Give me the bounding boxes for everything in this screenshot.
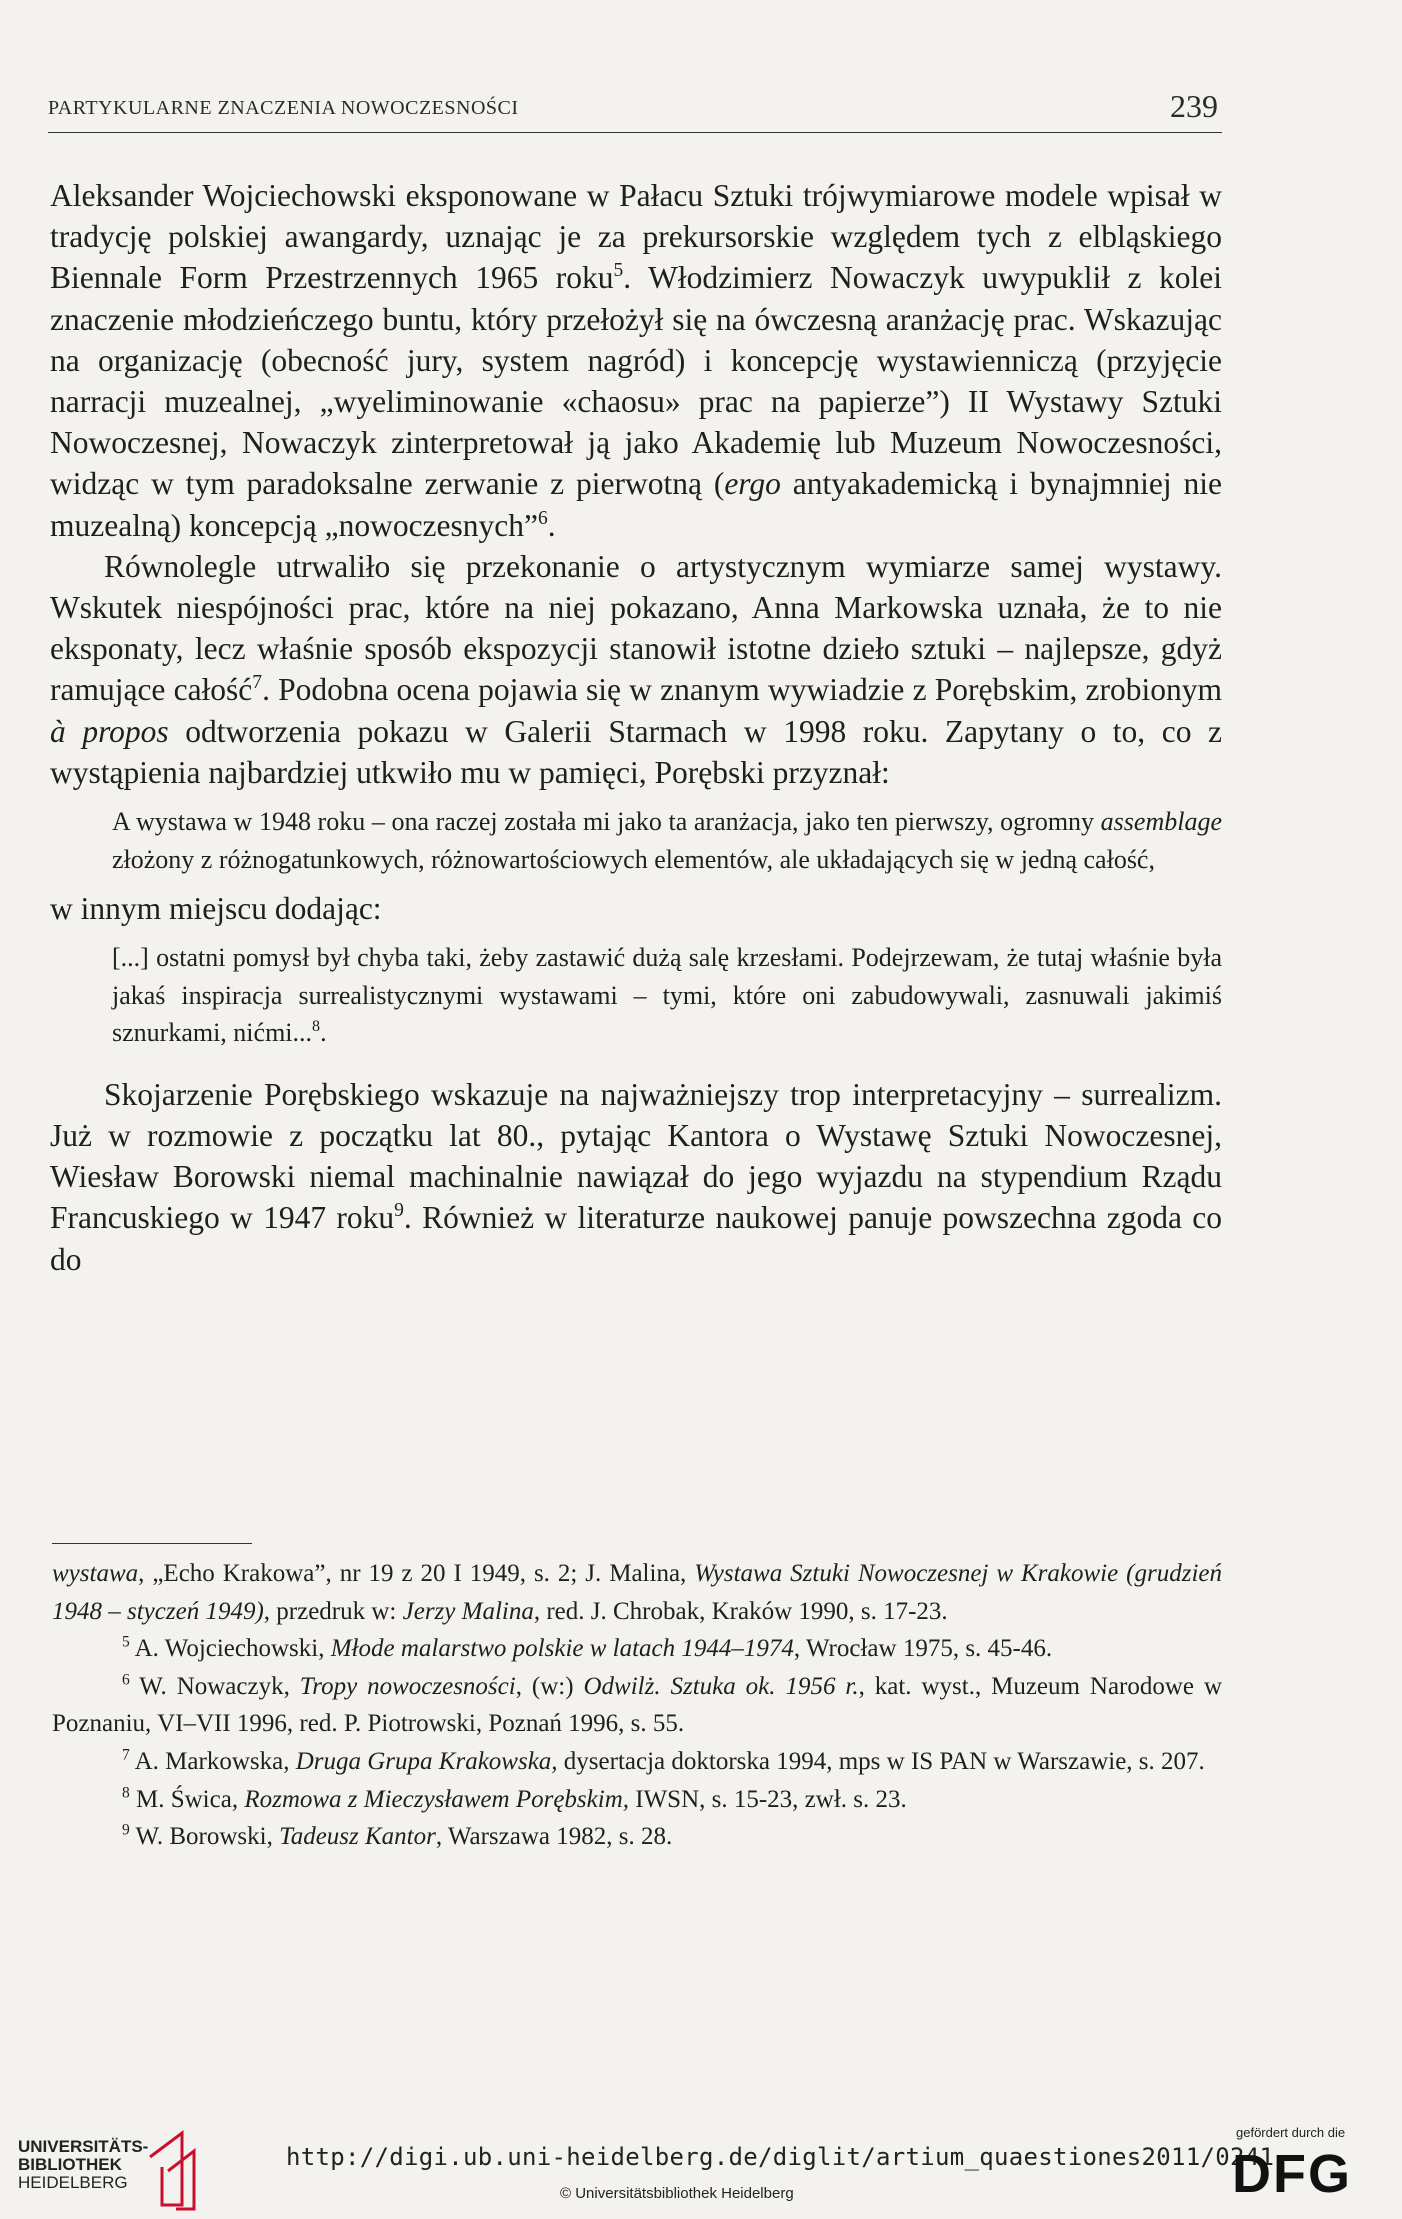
text-run: , przedruk w:	[263, 1597, 403, 1625]
library-name-line: HEIDELBERG	[18, 2173, 128, 2192]
italic-term: Młode malarstwo polskie w latach 1944–1974	[330, 1635, 794, 1663]
footnote-divider	[52, 1543, 252, 1544]
text-run: M. Świca,	[129, 1785, 245, 1813]
block-quote-1	[112, 803, 1222, 878]
footnote-number: 8	[122, 1783, 130, 1801]
library-name	[18, 2138, 148, 2192]
italic-term: wystawa	[52, 1560, 139, 1587]
footnote-ref-8: 8	[312, 1018, 321, 1036]
footnote-continued	[52, 1555, 1222, 1630]
footnote-number: 9	[122, 1821, 130, 1839]
text-run: , kat. wyst., Muzeum Narodowe w Poznaniu, VI–VII 1996, red. P. Piotrowski, Poznań 1996, s. 55.	[52, 1672, 1222, 1738]
italic-term: Rozmowa z Mieczysławem Porębskim,	[244, 1785, 629, 1813]
text-run: A. Markowska,	[129, 1747, 296, 1775]
copyright-notice: © Universitätsbibliothek Heidelberg	[560, 2185, 794, 2202]
text-run: dysertacja doktorska 1994, mps w IS PAN w Warszawie, s. 207.	[557, 1747, 1205, 1775]
running-header	[48, 88, 1222, 133]
running-head-title: PARTYKULARNE ZNACZENIA NOWOCZESNOŚCI	[48, 97, 519, 119]
text-run: W. Borowski,	[129, 1823, 280, 1851]
text-run: , (w:)	[515, 1672, 584, 1700]
text-run: Równolegle utrwaliło się przekonanie o artystycznym wymiarze samej wystawy. Wskutek niespójności prac, które na niej pokazano, Anna Markowska uznała, że to nie eksponaty, lecz właśnie sposób ekspozycji stanowił istotne dzieło sztuki – najlepsze, gdyż ramujące całość	[50, 548, 1222, 708]
footnote-7	[52, 1743, 1222, 1781]
italic-term: Tropy nowoczesności	[299, 1672, 516, 1700]
text-run: A. Wojciechowski,	[129, 1635, 331, 1663]
library-emblem-icon	[142, 2127, 212, 2211]
dfg-caption: gefördert durch die	[1236, 2125, 1346, 2140]
text-run: [...] ostatni pomysł był chyba taki, żeby zastawić dużą salę krzesłami. Podejrzewam, że tutaj właśnie była jakaś inspiracja surrealistycznymi wystawami – tymi, które oni zabudowywali, zasnuwali jakimiś sznurkami, nićmi...	[112, 943, 1222, 1048]
library-logo	[18, 2125, 218, 2215]
italic-term: assemblage	[1100, 807, 1222, 837]
block-quote-2	[112, 939, 1222, 1052]
footnote-number: 5	[122, 1633, 130, 1651]
italic-term: Odwilż. Sztuka ok. 1956 r.	[583, 1672, 859, 1700]
text-run: Aleksander Wojciechowski eksponowane w Pałacu Sztuki trójwymiarowe modele wpisał w tradycję polskiej awangardy, uznając je za prekursorskie względem tych z elbląskiego Biennale Form Przestrzennych 1965 roku	[50, 178, 1222, 296]
footnote-5	[52, 1630, 1222, 1668]
paragraph-2	[50, 546, 1222, 793]
paragraph-4	[50, 1074, 1222, 1280]
footnote-8	[52, 1781, 1222, 1819]
dfg-funding-logo	[1232, 2125, 1392, 2209]
italic-term: à propos	[50, 713, 169, 749]
text-run: , Warszawa 1982, s. 28.	[435, 1823, 673, 1851]
digitization-footer	[0, 2115, 1402, 2219]
text-run: , Wrocław 1975, s. 45-46.	[793, 1635, 1053, 1663]
italic-term: Wystawa Sztuki Nowoczesnej w Krakowie (grudzień 1948 – styczeń 1949)	[52, 1560, 1222, 1625]
footnote-6	[52, 1668, 1222, 1743]
footnote-number: 6	[122, 1671, 130, 1689]
paragraph-1	[50, 175, 1222, 546]
library-name-line: UNIVERSITÄTS-	[18, 2137, 149, 2156]
text-run: .	[547, 507, 556, 543]
text-run: odtworzenia pokazu w Galerii Starmach w 1998 roku. Zapytany o to, co z wystąpienia najbardziej utkwiło mu w pamięci, Porębski przyznał:	[50, 713, 1222, 790]
footnote-ref-7: 7	[252, 672, 263, 694]
text-run: , red. J. Chrobak, Kraków 1990, s. 17-23.	[533, 1597, 948, 1625]
footnote-ref-5: 5	[613, 260, 624, 282]
footnote-9	[52, 1818, 1222, 1856]
page-number: 239	[1170, 88, 1218, 124]
dfg-logo-text: DFG	[1232, 2144, 1352, 2204]
text-run: W. Nowaczyk,	[129, 1672, 300, 1700]
paragraph-3: w innym miejscu dodając:	[50, 891, 382, 927]
text-run: . Podobna ocena pojawia się w znanym wywiadzie z Porębskim, zrobionym	[262, 672, 1223, 708]
text-run: antyakademicką i bynajmniej nie muzealną) koncepcją „nowoczesnych”	[50, 466, 1222, 543]
footnotes	[52, 1555, 1222, 1856]
text-run: . Włodzimierz Nowaczyk uwypuklił z kolei znaczenie młodzieńczego buntu, który przełożył się na ówczesną aranżację prac. Wskazując na organizację (obecność jury, system nagród) i koncepcję wystawienniczą (przyjęcie narracji muzealnej, „wyeliminowanie «chaosu» prac na papierze”) II Wystawy Sztuki Nowoczesnej, Nowaczyk zinterpretował ją jako Akademię lub Muzeum Nowoczesności, widząc w tym paradoksalne zerwanie z pierwotną (	[50, 260, 1223, 502]
text-run: A wystawa w 1948 roku – ona raczej została mi jako ta aranżacja, jako ten pierwszy, ogromny	[112, 807, 1101, 837]
text-run: , „Echo Krakowa”, nr 19 z 20 I 1949, s. 2; J. Malina,	[138, 1560, 695, 1587]
italic-term: Jerzy Malina	[402, 1597, 534, 1625]
footnote-ref-9: 9	[394, 1200, 404, 1222]
text-run: złożony z różnogatunkowych, różnowartościowych elementów, ale układających się w jedną całość,	[112, 844, 1155, 874]
text-run: . Również w literaturze naukowej panuje powszechna zgoda co do	[50, 1200, 1223, 1277]
library-name-line: BIBLIOTHEK	[18, 2155, 122, 2174]
permalink-url[interactable]: http://digi.ub.uni-heidelberg.de/diglit/artium_quaestiones2011/0241	[286, 2143, 1275, 2171]
text-run: IWSN, s. 15-23, zwł. s. 23.	[629, 1785, 907, 1813]
text-run: Skojarzenie Porębskiego wskazuje na najważniejszy trop interpretacyjny – surrealizm. Już w rozmowie z początku lat 80., pytając Kantora o Wystawę Sztuki Nowoczesnej, Wiesław Borowski niemal machinalnie nawiązał do jego wyjazdu na stypendium Rządu Francuskiego w 1947 roku	[50, 1076, 1222, 1236]
italic-term: ergo	[724, 466, 781, 502]
italic-term: Druga Grupa Krakowska,	[295, 1747, 558, 1775]
main-text	[50, 175, 1222, 1280]
italic-term: Tadeusz Kantor	[279, 1823, 436, 1851]
footnote-ref-6: 6	[538, 507, 548, 529]
footnote-number: 7	[122, 1746, 130, 1764]
text-run: .	[320, 1018, 327, 1048]
